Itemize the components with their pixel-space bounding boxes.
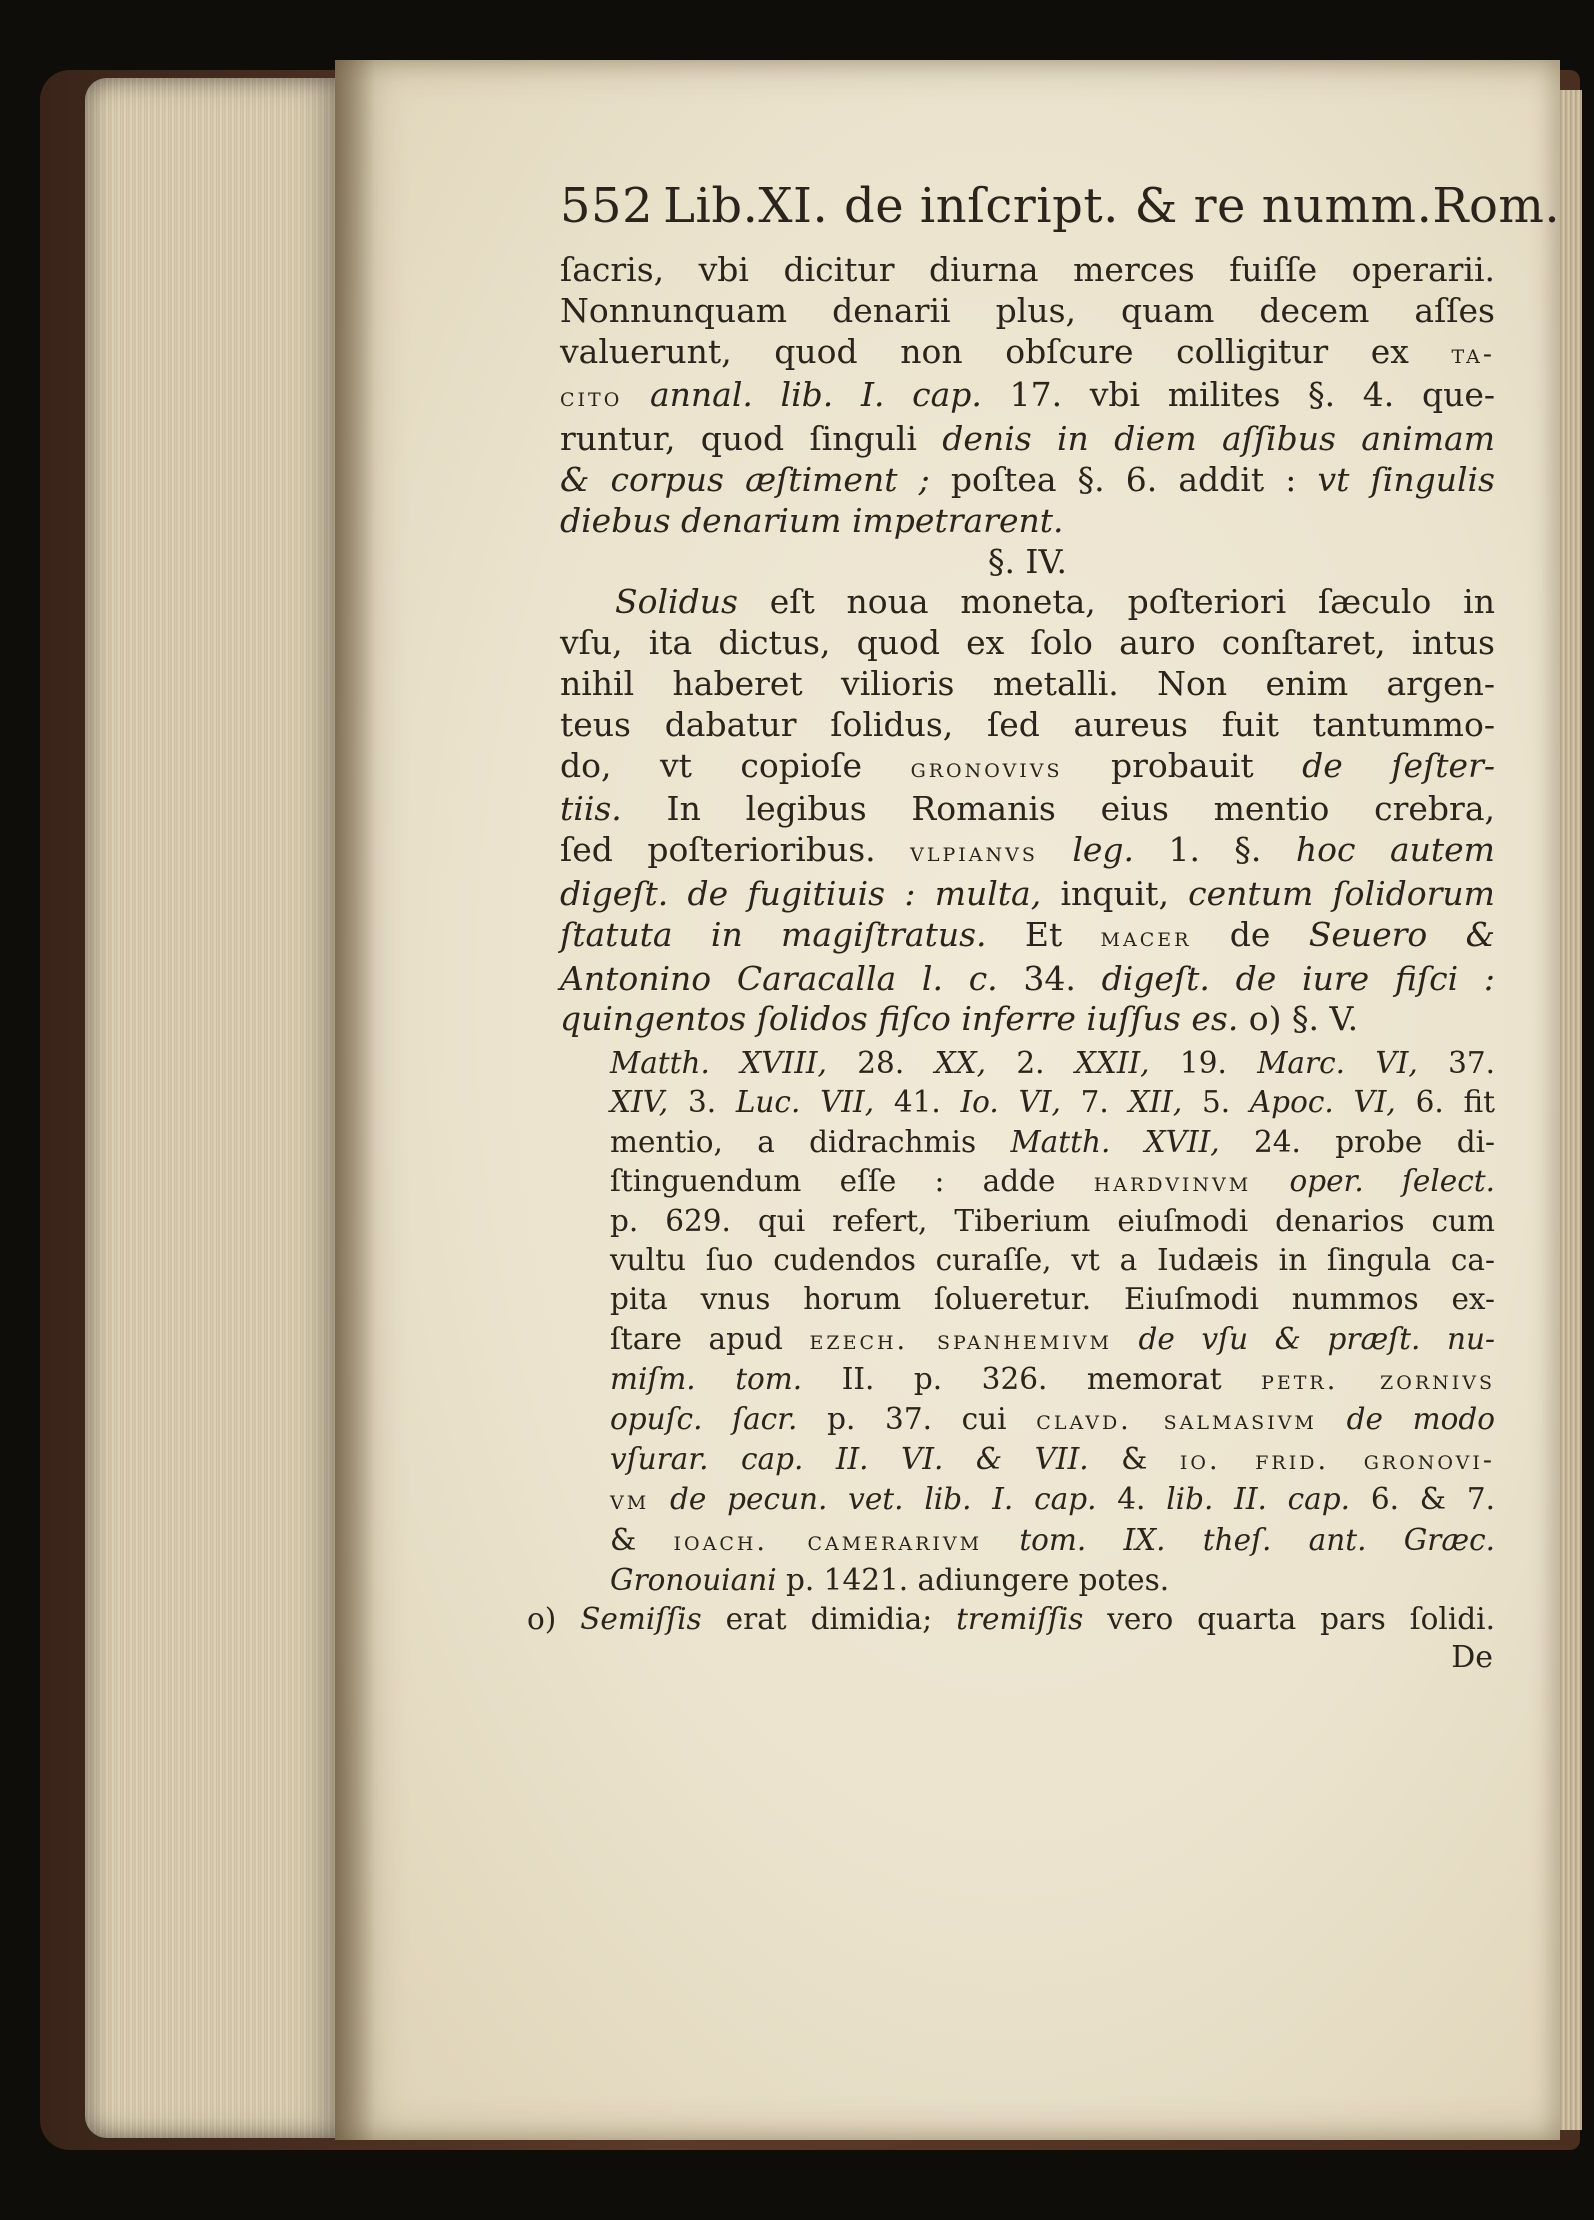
- text-line-segment: In legibus Romanis eius mentio crebra,: [621, 789, 1495, 829]
- text-line: [560, 582, 1495, 623]
- footnote-line-segment: vm: [610, 1485, 650, 1517]
- text-line-segment: Nonnunquam denarii plus, quam decem aſſes: [560, 290, 1495, 330]
- text-line: [560, 419, 1495, 460]
- footnote-line-segment: hardvinvm: [1093, 1166, 1252, 1198]
- text-line-segment: leg.: [1072, 830, 1135, 870]
- footnote-line: [560, 1202, 1495, 1241]
- page-number: 552: [560, 178, 654, 234]
- text-line-segment: teus dabatur ſolidus, ſed aureus fuit tantummo-: [560, 704, 1495, 744]
- footnote-line-segment: ioach. camerarivm: [673, 1525, 983, 1557]
- text-block: [527, 170, 1561, 1677]
- text-line: [560, 460, 1495, 501]
- footnote-line: [560, 1320, 1495, 1360]
- text-line: [560, 999, 1495, 1040]
- footnote-line-segment: 7.: [1060, 1085, 1129, 1120]
- text-line-segment: §. IV.: [987, 541, 1068, 581]
- footnote-line: [527, 1600, 1495, 1639]
- footnote-line-segment: de vſu & præſt. nu-: [1138, 1321, 1495, 1356]
- footnote-line-segment: Apoc. VI,: [1249, 1085, 1396, 1120]
- footnote-line-segment: 19.: [1149, 1046, 1258, 1081]
- main-text: [560, 250, 1495, 1040]
- footnote-line-segment: Semiſſis: [580, 1601, 702, 1636]
- footnote-line: [560, 1521, 1495, 1561]
- footnote-line-segment: petr. zornivs: [1261, 1364, 1495, 1396]
- text-line-segment: poſtea §. 6. addit :: [929, 459, 1318, 499]
- page-edges: [85, 78, 345, 2138]
- footnote-line: [560, 1241, 1495, 1280]
- text-line-segment: macer: [1100, 921, 1192, 953]
- footnote-line: [560, 1561, 1495, 1600]
- text-line-segment: tiis.: [560, 789, 622, 829]
- text-line-segment: cito: [560, 382, 623, 414]
- text-line-segment: vlpianvs: [910, 837, 1038, 869]
- footnote-line-segment: 4.: [1096, 1482, 1167, 1517]
- footnote-line-segment: vſurar. cap. II. VI. & VII.: [610, 1442, 1089, 1477]
- footnote-line-segment: XII,: [1128, 1085, 1183, 1120]
- text-line-segment: vſu, ita dictus, quod ex ſolo auro conſtaret, intus: [560, 623, 1495, 663]
- running-head-title: Lib.XI. de inſcript. & re numm.Rom.: [663, 178, 1561, 234]
- footnote-line-segment: XIV,: [610, 1085, 669, 1120]
- text-line-segment: do, vt copioſe: [560, 745, 911, 785]
- footnote-line-segment: clavd. salmasivm: [1036, 1404, 1317, 1436]
- footnote-line-segment: &: [610, 1522, 674, 1557]
- footnote-line-segment: 24. probe di-: [1219, 1124, 1495, 1159]
- text-line: [560, 959, 1495, 1000]
- footnote-line-segment: p. 1421. adiungere potes.: [776, 1562, 1170, 1597]
- text-line-segment: valuerunt, quod non obſcure colligitur ex: [560, 331, 1452, 371]
- footnote-line: [560, 1400, 1495, 1440]
- text-line: [560, 789, 1495, 830]
- text-line-segment: Seuero &: [1308, 914, 1495, 954]
- text-line: [560, 291, 1495, 332]
- text-line-segment: digeſt. de iure fiſci :: [1101, 958, 1495, 998]
- footnote-line-segment: [649, 1482, 670, 1516]
- footnote-line-segment: tremiſſis: [956, 1601, 1084, 1636]
- text-line-segment: de: [1191, 914, 1309, 954]
- footnote-line-segment: mentio, a didrachmis: [610, 1124, 1011, 1159]
- text-line-segment: o) §. V.: [1238, 999, 1359, 1039]
- footnote-line-segment: io. frid. gronovi-: [1179, 1445, 1496, 1477]
- footnote-line: [560, 1360, 1495, 1400]
- text-line-segment: vt ſingulis: [1317, 459, 1495, 499]
- text-line-segment: diebus denarium impetrarent.: [560, 500, 1064, 540]
- footnote-line-segment: oper. ſelect.: [1289, 1163, 1495, 1198]
- text-line-segment: Et: [986, 914, 1101, 954]
- footnote-line-segment: Matth. XVIII,: [610, 1046, 827, 1081]
- text-line: [560, 664, 1495, 705]
- text-line-segment: denis in diem aſſibus animam: [942, 419, 1495, 459]
- footnote-line-segment: opuſc. ſacr.: [610, 1401, 798, 1436]
- text-line-segment: nihil haberet vilioris metalli. Non enim argen-: [560, 663, 1495, 703]
- text-line-segment: de ſeſter-: [1302, 745, 1495, 785]
- footnote-line-segment: ezech. spanhemivm: [809, 1324, 1112, 1356]
- text-line: [560, 542, 1495, 583]
- text-line-segment: Antonino Caracalla l. c.: [560, 958, 998, 998]
- footnote-line: [560, 1083, 1495, 1122]
- text-line-segment: eſt noua moneta, poſteriori ſæculo in: [737, 582, 1495, 622]
- footnote-line-segment: p. 37. cui: [797, 1401, 1037, 1436]
- text-line-segment: inquit,: [1041, 873, 1189, 913]
- footnote-line-segment: de modo: [1346, 1401, 1495, 1436]
- footnote-line-segment: [1251, 1164, 1289, 1198]
- footnote-line-segment: Gronouiani: [610, 1562, 777, 1597]
- text-line: [560, 705, 1495, 746]
- footnote-line-segment: 6. & 7.: [1350, 1482, 1495, 1517]
- footnote-line: [560, 1123, 1495, 1162]
- footnote-line-segment: [982, 1523, 1019, 1557]
- footnote-line-segment: 41.: [874, 1085, 961, 1120]
- text-line-segment: quingentos ſolidos fiſco inferre iuſſus es.: [560, 999, 1239, 1039]
- text-line: [560, 375, 1495, 419]
- text-line: [560, 623, 1495, 664]
- text-line-segment: probauit: [1062, 745, 1303, 785]
- footnote-line: [560, 1280, 1495, 1319]
- text-line: [560, 830, 1495, 874]
- text-line-segment: ſtatuta in magiſtratus.: [560, 914, 987, 954]
- footnote-line-segment: [1112, 1322, 1139, 1356]
- footnote-line-segment: ſtinguendum eſſe : adde: [610, 1163, 1094, 1198]
- text-line-segment: runtur, quod ſinguli: [560, 419, 943, 459]
- text-line: [560, 332, 1495, 376]
- footnote-line-segment: 37.: [1417, 1046, 1496, 1081]
- footnote-line-segment: XX,: [934, 1046, 986, 1081]
- text-line-segment: centum ſolidorum: [1188, 873, 1495, 913]
- text-line: [560, 746, 1495, 790]
- footnote-line-segment: p. 629. qui refert, Tiberium eiuſmodi denarios cum: [610, 1203, 1495, 1238]
- text-line-segment: 17. vbi milites §. 4. que-: [981, 375, 1495, 415]
- text-line-segment: & corpus æſtiment ;: [560, 459, 930, 499]
- footnote-line: [560, 1480, 1495, 1520]
- footnote-line-segment: Luc. VII,: [735, 1085, 875, 1120]
- text-line: [560, 915, 1495, 959]
- catchword: De: [1451, 1640, 1493, 1676]
- footnote-line-segment: de pecun. vet. lib. I. cap.: [670, 1482, 1097, 1517]
- text-line-segment: 34.: [997, 958, 1102, 998]
- footnote-line-segment: lib. II. cap.: [1166, 1482, 1351, 1517]
- running-head: [560, 170, 1561, 242]
- footnote-line-segment: pita vnus horum ſolueretur. Eiuſmodi nummos ex-: [610, 1282, 1495, 1317]
- text-line-segment: gronovivs: [910, 752, 1063, 784]
- footnote-line-segment: vultu ſuo cudendos curaſſe, vt a Iudæis in ſingula ca-: [610, 1243, 1495, 1278]
- footnote-line-segment: &: [1088, 1442, 1180, 1477]
- text-line-segment: [622, 375, 650, 414]
- footnote-line-segment: XXII,: [1074, 1046, 1150, 1081]
- footnote-line-segment: Io. VI,: [960, 1085, 1061, 1120]
- footnote-line-segment: 6. fit: [1395, 1085, 1495, 1120]
- footnote-line-segment: miſm. tom.: [610, 1361, 803, 1396]
- footnote-line-segment: 2.: [985, 1046, 1075, 1081]
- footnote-line-segment: erat dimidia;: [701, 1601, 957, 1636]
- text-line-segment: hoc autem: [1295, 830, 1495, 870]
- text-line-segment: ta-: [1451, 338, 1495, 370]
- text-line: [560, 874, 1495, 915]
- text-line-segment: ſed poſterioribus.: [560, 830, 911, 870]
- text-line-segment: 1. §.: [1134, 830, 1296, 870]
- text-line: [560, 501, 1495, 542]
- footnote: [527, 1044, 1496, 1639]
- footnote-line-segment: II. p. 326. memorat: [802, 1361, 1262, 1396]
- text-line-segment: annal. lib. I. cap.: [649, 375, 982, 415]
- footnote-line: [560, 1440, 1495, 1480]
- text-line-segment: ſacris, vbi dicitur diurna merces fuiſſe operarii.: [560, 250, 1495, 289]
- footnote-line-segment: tom. IX. theſ. ant. Græc.: [1019, 1522, 1496, 1557]
- footnote-line-segment: vero quarta pars ſolidi.: [1083, 1601, 1495, 1636]
- footnote-line-segment: [1317, 1402, 1347, 1436]
- text-line-segment: digeſt. de fugitiuis : multa,: [560, 873, 1042, 913]
- text-line-segment: Solidus: [615, 582, 738, 622]
- footnote-line: [560, 1044, 1495, 1083]
- footnote-line-segment: Marc. VI,: [1257, 1046, 1418, 1081]
- footnote-line-segment: 5.: [1182, 1085, 1250, 1120]
- footnote-line: [560, 1162, 1495, 1202]
- footnote-line-segment: o): [527, 1601, 581, 1636]
- footnote-line-segment: ſtare apud: [610, 1321, 810, 1356]
- footnote-line-segment: Matth. XVII,: [1010, 1124, 1220, 1159]
- footnote-line-segment: 3.: [668, 1085, 736, 1120]
- footnote-line-segment: 28.: [826, 1046, 935, 1081]
- text-line-segment: [1038, 830, 1072, 869]
- text-line: [560, 250, 1495, 291]
